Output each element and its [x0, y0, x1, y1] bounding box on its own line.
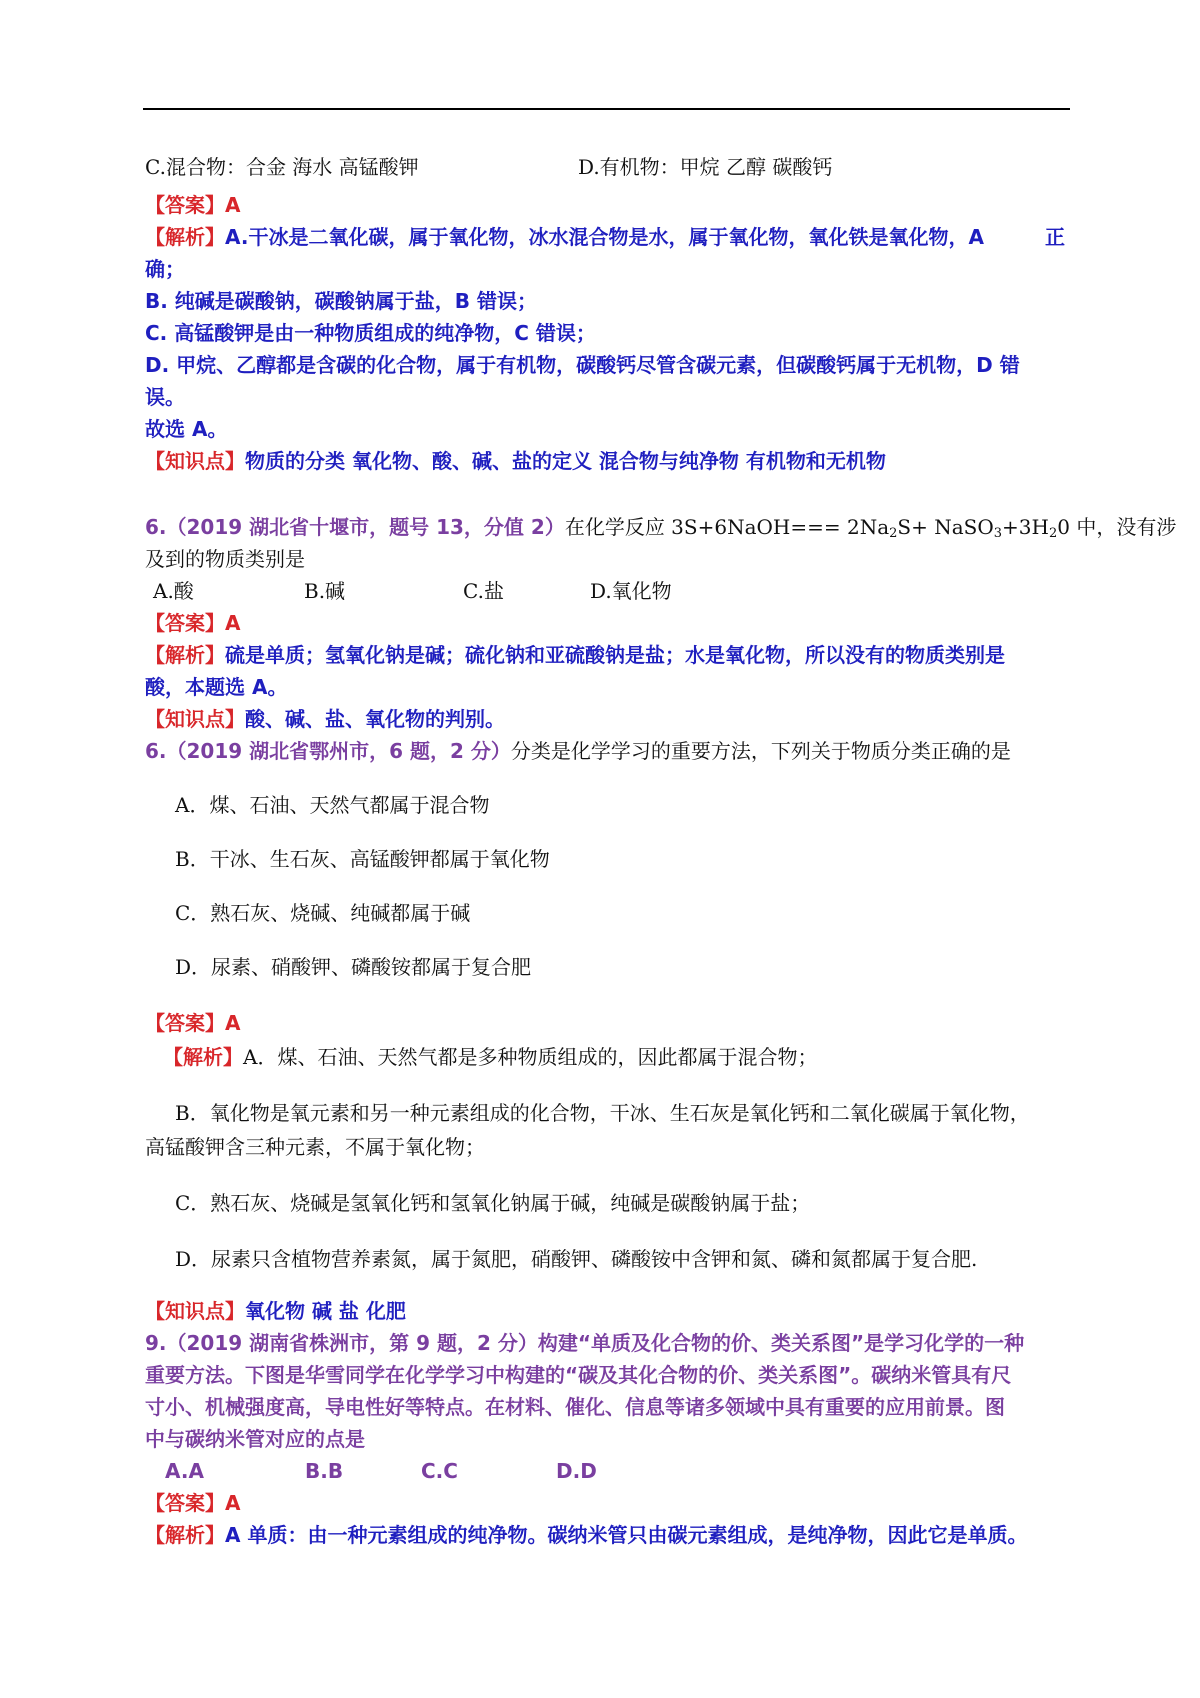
q6a-option-c: C.盐 [463, 579, 504, 603]
q6b-explanation-b-line-2: 高锰酸钾含三种元素，不属于氧化物； [145, 1135, 485, 1159]
q5-answer-tag: 【答案】 [145, 193, 225, 217]
q6a-source: （2019 湖北省十堰市，题号 13，分值 2） [166, 515, 565, 539]
q6b-explanation-a [163, 1042, 817, 1072]
q5-explanation-line-5: D. 甲烷、乙醇都是含碳的化合物，属于有机物，碳酸钙尽管含碳元素，但碳酸钙属于无机物，D 错 [145, 353, 1020, 377]
q6b-knowledge-tag: 【知识点】 [145, 1299, 245, 1323]
q6a-stem-line-1 [145, 512, 1176, 542]
q5-explanation-text-1-end: 正 [1045, 225, 1065, 249]
q6a-answer [145, 608, 240, 638]
q9-explanation-text-1: A 单质：由一种元素组成的纯净物。碳纳米管只由碳元素组成，是纯净物，因此它是单质。 [225, 1523, 1028, 1547]
q6b-explanation-b-line-1: B．氧化物是氧元素和另一种元素组成的化合物，干冰、生石灰是氧化钙和二氧化碳属于氧化物， [175, 1101, 1030, 1125]
q6a-option-a: A.酸 [153, 579, 194, 603]
q5-knowledge-point [145, 446, 886, 476]
q5-knowledge-tag: 【知识点】 [145, 449, 245, 473]
q6b-answer-value: A [225, 1011, 241, 1035]
q9-number-source: 9.（2019 湖南省株洲市，第 9 题，2 分） [145, 1331, 538, 1355]
q6a-answer-tag: 【答案】 [145, 611, 225, 635]
q9-stem-text-1: 构建“单质及化合物的价、类关系图”是学习化学的一种 [537, 1331, 1025, 1355]
q6a-explanation-line-1 [145, 640, 1005, 670]
q6b-answer-tag: 【答案】 [145, 1011, 225, 1035]
q6b-option-a: A．煤、石油、天然气都属于混合物 [175, 793, 490, 817]
q6b-source: （2019 湖北省鄂州市，6 题，2 分） [166, 739, 511, 763]
q6a-knowledge-point [145, 704, 505, 734]
q6a-option-b: B.碱 [304, 579, 346, 603]
q6b-explanation-tag: 【解析】 [163, 1045, 243, 1069]
q9-answer-value: A [225, 1491, 241, 1515]
q5-explanation-line-6: 误。 [145, 385, 185, 409]
q6a-explanation-line-2: 酸，本题选 A。 [145, 675, 288, 699]
q6b-stem-text: 分类是化学学习的重要方法，下列关于物质分类正确的是 [510, 739, 1011, 763]
q6a-knowledge-value: 酸、碱、盐、氧化物的判别。 [245, 707, 505, 731]
q5-explanation-line-4: C. 高锰酸钾是由一种物质组成的纯净物，C 错误； [145, 321, 596, 345]
q6b-option-b: B．干冰、生石灰、高锰酸钾都属于氧化物 [175, 847, 550, 871]
q6b-knowledge-point [145, 1296, 406, 1326]
q6a-stem-line-2: 及到的物质类别是 [145, 547, 305, 571]
q5-answer [145, 190, 240, 220]
q5-option-c [145, 152, 419, 182]
q6a-subscript-3: 2 [1048, 526, 1058, 541]
q5-option-d-text: D.有机物：甲烷 乙醇 碳酸钙 [578, 155, 833, 179]
q6b-number: 6. [145, 739, 167, 763]
q6b-option-c: C．熟石灰、烧碱、纯碱都属于碱 [175, 901, 471, 925]
q6b-explanation-d: D．尿素只含植物营养素氮，属于氮肥，硝酸钾、磷酸铵中含钾和氮、磷和氮都属于复合肥. [175, 1247, 978, 1271]
q9-option-d: D.D [556, 1459, 597, 1483]
q6b-explanation-a-text: A．煤、石油、天然气都是多种物质组成的，因此都属于混合物； [243, 1045, 818, 1069]
q9-explanation-line-1 [145, 1520, 1027, 1550]
q5-explanation-tag: 【解析】 [145, 225, 225, 249]
q6b-answer [145, 1008, 240, 1038]
q5-explanation-line-2: 确； [145, 257, 185, 281]
q5-explanation-line-1 [145, 222, 1065, 252]
q9-answer [145, 1488, 240, 1518]
q6a-stem-part-a: 在化学反应 3S+6NaOH=== 2Na [564, 515, 890, 539]
q5-explanation-line-7: 故选 A。 [145, 417, 228, 441]
q6a-subscript-1: 2 [889, 526, 898, 541]
q6a-stem-part-b: S+ NaSO [897, 515, 994, 539]
q9-option-c: C.C [421, 1459, 458, 1483]
q6a-stem-part-c: +3H [1002, 515, 1049, 539]
header-rule [143, 108, 1070, 110]
q5-explanation-line-3: B. 纯碱是碳酸钠，碳酸钠属于盐，B 错误； [145, 289, 538, 313]
q5-option-c-text: C.混合物：合金 海水 高锰酸钾 [145, 155, 419, 179]
q6a-number: 6. [145, 515, 167, 539]
q9-option-b: B.B [305, 1459, 344, 1483]
q6a-answer-value: A [225, 611, 241, 635]
q6b-explanation-c: C．熟石灰、烧碱是氢氧化钙和氢氧化钠属于碱，纯碱是碳酸钠属于盐； [175, 1191, 811, 1215]
q6a-subscript-2: 3 [993, 526, 1003, 541]
q9-stem-line-3: 寸小、机械强度高，导电性好等特点。在材料、催化、信息等诸多领域中具有重要的应用前景。图 [145, 1395, 1005, 1419]
q6a-explanation-tag: 【解析】 [145, 643, 225, 667]
q5-explanation-text-1: A.干冰是二氧化碳，属于氧化物，冰水混合物是水，属于氧化物，氧化铁是氧化物，A [225, 225, 984, 249]
q6b-option-d: D．尿素、硝酸钾、磷酸铵都属于复合肥 [175, 955, 532, 979]
q9-stem-line-1 [145, 1328, 1024, 1358]
q6a-option-d: D.氧化物 [590, 579, 672, 603]
q9-stem-line-2: 重要方法。下图是华雪同学在化学学习中构建的“碳及其化合物的价、类关系图”。碳纳米管具有尺 [145, 1363, 1012, 1387]
q5-option-d [578, 152, 832, 182]
q9-answer-tag: 【答案】 [145, 1491, 225, 1515]
q6b-stem [145, 736, 1011, 766]
q5-answer-value: A [225, 193, 241, 217]
q9-stem-line-4: 中与碳纳米管对应的点是 [145, 1427, 365, 1451]
q6a-explanation-text-1: 硫是单质；氢氧化钠是碱；硫化钠和亚硫酸钠是盐；水是氧化物，所以没有的物质类别是 [225, 643, 1005, 667]
q9-option-a: A.A [165, 1459, 204, 1483]
q6b-knowledge-value: 氧化物 碱 盐 化肥 [245, 1299, 406, 1323]
q6a-knowledge-tag: 【知识点】 [145, 707, 245, 731]
q9-explanation-tag: 【解析】 [145, 1523, 225, 1547]
q6a-stem-part-d: 0 中，没有涉 [1057, 515, 1177, 539]
q5-knowledge-value: 物质的分类 氧化物、酸、碱、盐的定义 混合物与纯净物 有机物和无机物 [245, 449, 886, 473]
